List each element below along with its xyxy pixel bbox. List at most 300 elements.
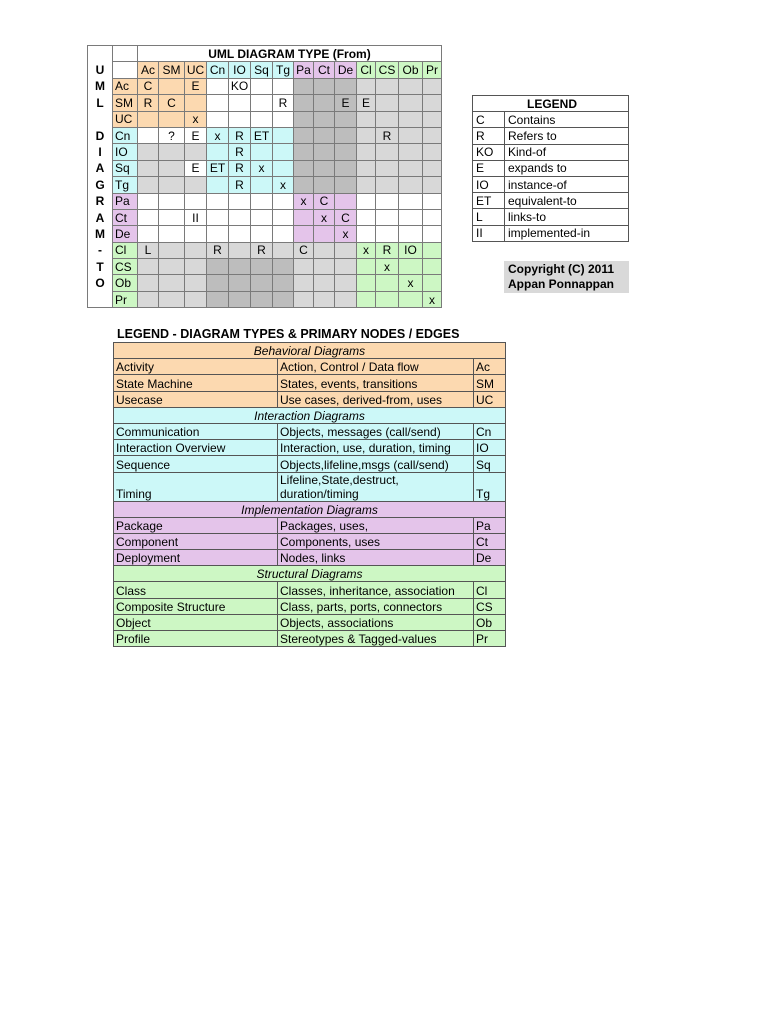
corner-cell <box>113 46 138 62</box>
diagram-type-row <box>114 631 506 647</box>
matrix-cell <box>423 226 442 242</box>
matrix-cell <box>138 209 159 225</box>
matrix-title-row <box>88 46 442 62</box>
matrix-row <box>88 127 442 143</box>
diagram-type-code: Ct <box>474 533 506 549</box>
diagram-type-name: State Machine <box>114 375 278 391</box>
diagram-type-row <box>114 456 506 472</box>
matrix-cell <box>229 275 251 291</box>
side-letter: O <box>88 275 113 291</box>
matrix-cell <box>399 209 423 225</box>
matrix-cell <box>229 291 251 307</box>
matrix-row <box>88 209 442 225</box>
matrix-cell: R <box>229 144 251 160</box>
diagram-type-row <box>114 582 506 598</box>
diagram-type-code: Ob <box>474 614 506 630</box>
matrix-cell <box>159 242 185 258</box>
row-header: Cn <box>113 127 138 143</box>
matrix-row <box>88 177 442 193</box>
matrix-cell <box>294 127 314 143</box>
matrix-cell: x <box>335 226 357 242</box>
matrix-cell <box>376 275 399 291</box>
matrix-cell <box>314 127 335 143</box>
matrix-cell <box>294 144 314 160</box>
matrix-cell <box>185 226 207 242</box>
matrix-cell <box>294 291 314 307</box>
matrix-cell <box>273 144 294 160</box>
matrix-cell <box>138 275 159 291</box>
matrix-row <box>88 242 442 258</box>
diagram-type-row <box>114 598 506 614</box>
diagram-type-row <box>114 517 506 533</box>
matrix-cell <box>251 291 273 307</box>
matrix-cell <box>376 226 399 242</box>
diagram-type-row <box>114 440 506 456</box>
matrix-cell <box>185 177 207 193</box>
column-header: Pa <box>294 62 314 78</box>
matrix-cell <box>273 78 294 94</box>
matrix-cell <box>229 226 251 242</box>
row-header: Ac <box>113 78 138 94</box>
matrix-cell <box>357 226 376 242</box>
row-header: CS <box>113 259 138 275</box>
matrix-cell <box>357 275 376 291</box>
diagram-type-name: Object <box>114 614 278 630</box>
matrix-cell <box>229 193 251 209</box>
matrix-cell <box>357 209 376 225</box>
legend-item <box>473 225 629 241</box>
legend-code: ET <box>473 193 505 209</box>
diagram-type-code: Pa <box>474 517 506 533</box>
matrix-cell <box>159 275 185 291</box>
matrix-cell <box>185 242 207 258</box>
matrix-cell <box>138 160 159 176</box>
row-header: De <box>113 226 138 242</box>
matrix-cell <box>251 226 273 242</box>
diagram-type-name: Deployment <box>114 550 278 566</box>
column-header: Tg <box>273 62 294 78</box>
matrix-header-row <box>88 62 442 78</box>
matrix-cell <box>335 275 357 291</box>
matrix-cell <box>207 78 229 94</box>
matrix-cell <box>314 144 335 160</box>
matrix-cell <box>423 177 442 193</box>
matrix-cell <box>185 144 207 160</box>
side-letter: M <box>88 78 113 94</box>
diagram-type-nodes: Objects,lifeline,msgs (call/send) <box>278 456 474 472</box>
matrix-cell <box>273 160 294 176</box>
legend-meaning: links-to <box>505 209 629 225</box>
matrix-cell <box>273 291 294 307</box>
matrix-cell <box>314 160 335 176</box>
matrix-cell: C <box>314 193 335 209</box>
diagram-type-nodes: Interaction, use, duration, timing <box>278 440 474 456</box>
row-header: Pa <box>113 193 138 209</box>
diagram-type-name: Usecase <box>114 391 278 407</box>
matrix-cell <box>399 291 423 307</box>
section-header-row <box>114 566 506 582</box>
matrix-cell <box>357 177 376 193</box>
matrix-cell <box>273 127 294 143</box>
matrix-cell <box>376 160 399 176</box>
matrix-cell: E <box>185 127 207 143</box>
matrix-cell: x <box>357 242 376 258</box>
diagram-type-nodes: States, events, transitions <box>278 375 474 391</box>
side-letter <box>88 291 113 307</box>
matrix-cell <box>376 111 399 127</box>
row-header: IO <box>113 144 138 160</box>
matrix-cell: x <box>376 259 399 275</box>
matrix-cell <box>357 144 376 160</box>
matrix-cell <box>335 78 357 94</box>
matrix-cell <box>376 291 399 307</box>
row-header: Cl <box>113 242 138 258</box>
copyright-notice <box>504 261 629 293</box>
matrix-cell <box>138 177 159 193</box>
column-header: Cl <box>357 62 376 78</box>
matrix-cell: E <box>185 160 207 176</box>
diagram-type-code: Cl <box>474 582 506 598</box>
matrix-cell <box>399 78 423 94</box>
matrix-cell <box>138 127 159 143</box>
matrix-cell <box>159 160 185 176</box>
matrix-cell <box>207 209 229 225</box>
matrix-cell <box>294 259 314 275</box>
matrix-cell <box>229 259 251 275</box>
column-header: Ct <box>314 62 335 78</box>
matrix-cell <box>273 242 294 258</box>
diagram-type-name: Profile <box>114 631 278 647</box>
side-letter: T <box>88 259 113 275</box>
diagram-type-name: Sequence <box>114 456 278 472</box>
legend-meaning: implemented-in <box>505 225 629 241</box>
matrix-cell <box>207 291 229 307</box>
diagram-type-nodes: Objects, messages (call/send) <box>278 423 474 439</box>
legend-item <box>473 176 629 192</box>
diagram-type-nodes: Nodes, links <box>278 550 474 566</box>
matrix-cell <box>314 95 335 111</box>
diagram-type-nodes: Action, Control / Data flow <box>278 359 474 375</box>
matrix-cell <box>207 111 229 127</box>
matrix-cell <box>399 144 423 160</box>
column-header: Sq <box>251 62 273 78</box>
matrix-cell <box>207 226 229 242</box>
matrix-cell: R <box>251 242 273 258</box>
matrix-cell <box>138 226 159 242</box>
side-letter: G <box>88 177 113 193</box>
matrix-cell: x <box>314 209 335 225</box>
matrix-cell: E <box>335 95 357 111</box>
matrix-cell <box>376 144 399 160</box>
side-letter: A <box>88 160 113 176</box>
matrix-cell <box>357 127 376 143</box>
matrix-cell: E <box>185 78 207 94</box>
matrix-cell: R <box>376 242 399 258</box>
row-header: Ob <box>113 275 138 291</box>
diagram-type-row <box>114 359 506 375</box>
matrix-cell <box>159 291 185 307</box>
matrix-cell <box>423 242 442 258</box>
matrix-cell <box>314 111 335 127</box>
matrix-row <box>88 291 442 307</box>
matrix-cell: R <box>376 127 399 143</box>
matrix-cell <box>185 95 207 111</box>
matrix-cell <box>376 209 399 225</box>
diagram-type-code: Sq <box>474 456 506 472</box>
matrix-cell <box>399 95 423 111</box>
section-header: Structural Diagrams <box>114 566 506 582</box>
legend-item <box>473 193 629 209</box>
matrix-row <box>88 111 442 127</box>
matrix-cell <box>207 193 229 209</box>
matrix-cell <box>185 291 207 307</box>
diagram-type-nodes: Objects, associations <box>278 614 474 630</box>
legend-title: LEGEND <box>473 96 629 112</box>
legend-code: KO <box>473 144 505 160</box>
matrix-cell: ? <box>159 127 185 143</box>
matrix-cell: L <box>138 242 159 258</box>
section-header: Implementation Diagrams <box>114 501 506 517</box>
matrix-cell: IO <box>399 242 423 258</box>
matrix-row <box>88 144 442 160</box>
matrix-cell <box>159 259 185 275</box>
matrix-cell <box>357 193 376 209</box>
matrix-cell <box>357 111 376 127</box>
matrix-cell <box>376 193 399 209</box>
matrix-cell <box>294 111 314 127</box>
matrix-cell <box>294 275 314 291</box>
side-letter: M <box>88 226 113 242</box>
matrix-cell: x <box>294 193 314 209</box>
diagram-types-title: LEGEND - DIAGRAM TYPES & PRIMARY NODES / EDGES <box>117 327 460 341</box>
diagram-type-name: Component <box>114 533 278 549</box>
matrix-cell <box>251 78 273 94</box>
matrix-cell <box>159 209 185 225</box>
diagram-type-nodes: Lifeline,State,destruct, duration/timing <box>278 472 474 501</box>
matrix-row <box>88 275 442 291</box>
matrix-cell <box>314 275 335 291</box>
author-line: Appan Ponnappan <box>508 277 614 291</box>
matrix-cell <box>423 78 442 94</box>
diagram-type-name: Timing <box>114 472 278 501</box>
matrix-cell <box>159 144 185 160</box>
side-letter: L <box>88 95 113 111</box>
matrix-row <box>88 193 442 209</box>
matrix-cell: C <box>294 242 314 258</box>
matrix-cell <box>251 111 273 127</box>
matrix-cell <box>159 226 185 242</box>
matrix-cell <box>423 111 442 127</box>
matrix-cell <box>138 291 159 307</box>
section-header: Behavioral Diagrams <box>114 343 506 359</box>
matrix-cell <box>314 291 335 307</box>
legend-item <box>473 112 629 128</box>
matrix-cell: x <box>207 127 229 143</box>
matrix-cell: x <box>273 177 294 193</box>
diagram-type-code: SM <box>474 375 506 391</box>
matrix-cell: E <box>357 95 376 111</box>
matrix-cell: x <box>185 111 207 127</box>
matrix-cell <box>294 78 314 94</box>
column-header: Pr <box>423 62 442 78</box>
matrix-cell <box>207 275 229 291</box>
matrix-cell <box>229 95 251 111</box>
diagram-type-row <box>114 614 506 630</box>
legend-code: II <box>473 225 505 241</box>
diagram-type-name: Activity <box>114 359 278 375</box>
legend-meaning: equivalent-to <box>505 193 629 209</box>
column-header: Cn <box>207 62 229 78</box>
matrix-cell <box>138 259 159 275</box>
column-header: IO <box>229 62 251 78</box>
side-letter: D <box>88 127 113 143</box>
matrix-cell <box>159 111 185 127</box>
column-header: UC <box>185 62 207 78</box>
matrix-cell <box>314 78 335 94</box>
matrix-cell <box>294 209 314 225</box>
diagram-type-nodes: Classes, inheritance, association <box>278 582 474 598</box>
matrix-cell <box>314 226 335 242</box>
matrix-cell <box>294 226 314 242</box>
diagram-type-nodes: Class, parts, ports, connectors <box>278 598 474 614</box>
matrix-cell <box>207 95 229 111</box>
side-letter: - <box>88 242 113 258</box>
legend-meaning: Contains <box>505 112 629 128</box>
side-letter <box>88 46 113 62</box>
matrix-row <box>88 226 442 242</box>
matrix-cell <box>138 193 159 209</box>
matrix-cell <box>138 144 159 160</box>
column-header: Ac <box>138 62 159 78</box>
column-header: SM <box>159 62 185 78</box>
matrix-cell <box>335 144 357 160</box>
matrix-cell <box>357 78 376 94</box>
matrix-cell: R <box>229 160 251 176</box>
matrix-cell <box>314 242 335 258</box>
diagram-type-name: Interaction Overview <box>114 440 278 456</box>
matrix-cell <box>335 242 357 258</box>
diagram-type-code: De <box>474 550 506 566</box>
matrix-cell <box>294 160 314 176</box>
matrix-cell: R <box>138 95 159 111</box>
matrix-cell <box>185 275 207 291</box>
matrix-cell <box>273 209 294 225</box>
matrix-cell <box>399 259 423 275</box>
matrix-cell <box>251 209 273 225</box>
matrix-row <box>88 259 442 275</box>
diagram-type-code: Tg <box>474 472 506 501</box>
matrix-cell <box>251 193 273 209</box>
legend-item <box>473 160 629 176</box>
legend-item <box>473 128 629 144</box>
legend-item <box>473 209 629 225</box>
matrix-cell <box>314 259 335 275</box>
matrix-cell <box>399 177 423 193</box>
matrix-title: UML DIAGRAM TYPE (From) <box>138 46 442 62</box>
matrix-cell <box>423 144 442 160</box>
diagram-type-code: Cn <box>474 423 506 439</box>
row-header: UC <box>113 111 138 127</box>
matrix-cell <box>335 177 357 193</box>
section-header-row <box>114 407 506 423</box>
diagram-type-name: Composite Structure <box>114 598 278 614</box>
legend-meaning: instance-of <box>505 176 629 192</box>
matrix-cell <box>423 193 442 209</box>
diagram-type-name: Class <box>114 582 278 598</box>
matrix-cell <box>376 95 399 111</box>
matrix-cell: x <box>251 160 273 176</box>
row-header: Pr <box>113 291 138 307</box>
matrix-cell <box>251 144 273 160</box>
matrix-cell <box>423 95 442 111</box>
matrix-cell <box>229 242 251 258</box>
diagram-type-nodes: Components, uses <box>278 533 474 549</box>
matrix-cell <box>335 127 357 143</box>
matrix-cell <box>423 275 442 291</box>
side-letter: A <box>88 209 113 225</box>
matrix-cell <box>376 177 399 193</box>
matrix-cell: R <box>207 242 229 258</box>
legend-meaning: Kind-of <box>505 144 629 160</box>
diagram-type-code: UC <box>474 391 506 407</box>
matrix-cell <box>185 193 207 209</box>
matrix-cell: C <box>159 95 185 111</box>
side-letter: I <box>88 144 113 160</box>
diagram-type-nodes: Packages, uses, <box>278 517 474 533</box>
matrix-cell <box>357 291 376 307</box>
side-letter <box>88 111 113 127</box>
matrix-cell <box>229 111 251 127</box>
diagram-type-code: Ac <box>474 359 506 375</box>
diagram-type-name: Communication <box>114 423 278 439</box>
row-header: SM <box>113 95 138 111</box>
legend-code: E <box>473 160 505 176</box>
matrix-cell <box>273 226 294 242</box>
matrix-cell <box>207 177 229 193</box>
matrix-cell: x <box>399 275 423 291</box>
legend-code: R <box>473 128 505 144</box>
section-header-row <box>114 501 506 517</box>
matrix-row <box>88 160 442 176</box>
matrix-cell <box>423 160 442 176</box>
matrix-cell <box>273 193 294 209</box>
legend-meaning: Refers to <box>505 128 629 144</box>
matrix-cell: R <box>273 95 294 111</box>
diagram-type-row <box>114 391 506 407</box>
matrix-cell: C <box>335 209 357 225</box>
column-header: CS <box>376 62 399 78</box>
matrix-cell <box>357 259 376 275</box>
section-header-row <box>114 343 506 359</box>
matrix-cell <box>335 259 357 275</box>
side-letter: U <box>88 62 113 78</box>
matrix-cell <box>399 193 423 209</box>
matrix-cell <box>273 259 294 275</box>
matrix-cell: x <box>423 291 442 307</box>
matrix-cell: C <box>138 78 159 94</box>
diagram-type-row <box>114 550 506 566</box>
matrix-cell <box>294 95 314 111</box>
diagram-type-code: IO <box>474 440 506 456</box>
matrix-cell: ET <box>251 127 273 143</box>
matrix-cell <box>399 111 423 127</box>
uml-matrix <box>87 45 442 308</box>
matrix-cell <box>185 259 207 275</box>
matrix-cell <box>376 78 399 94</box>
matrix-cell <box>273 275 294 291</box>
matrix-cell <box>423 127 442 143</box>
section-header: Interaction Diagrams <box>114 407 506 423</box>
